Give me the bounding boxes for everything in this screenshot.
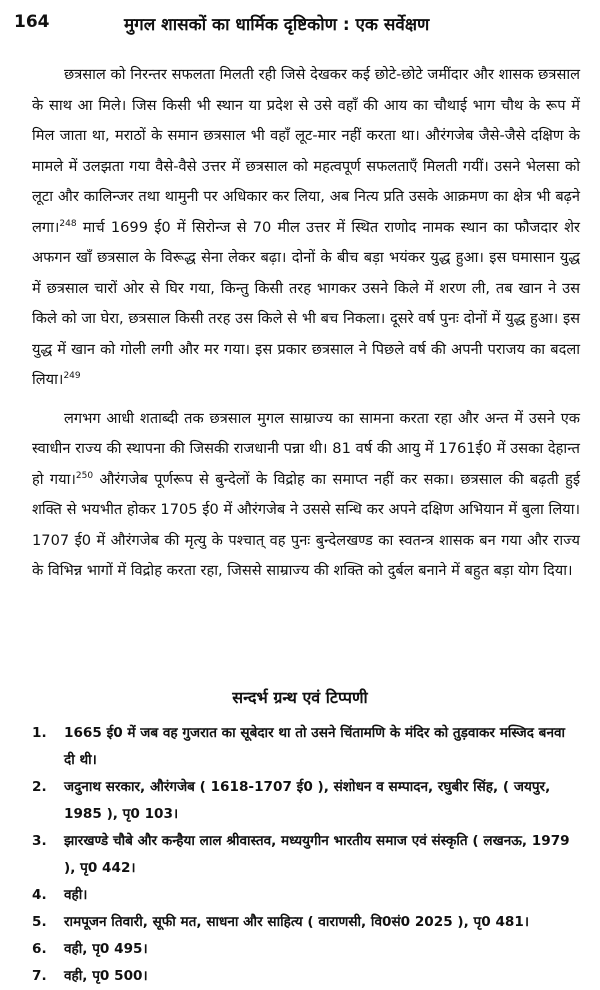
reference-number: 4.	[32, 887, 47, 903]
paragraph-text: लगभग आधी शताब्दी तक छत्रसाल मुगल साम्राज्य का सामना करता रहा और अन्त में उसने एक स्वाधीन राज्य की स्थापना की जिसकी राजधानी पन्ना थी। 81 वर्ष की आयु में 1761ई0 में उसका देहान्त हो गया।	[32, 409, 580, 488]
reference-item	[32, 720, 572, 774]
footnote-marker: 249	[63, 371, 81, 382]
paragraph	[32, 404, 580, 587]
reference-text: 1665 ई0 में जब वह गुजरात का सूबेदार था तो उसने चिंतामणि के मंदिर को तुड़वाकर मस्जिद बनवा दी थी।	[64, 725, 566, 768]
reference-text: रामपूजन तिवारी, सूफी मत, साधना और साहित्य ( वाराणसी, वि0सं0 2025 ), पृ0 481।	[64, 914, 529, 930]
reference-number: 3.	[32, 833, 47, 849]
reference-number: 7.	[32, 968, 47, 984]
reference-text: वही।	[64, 887, 88, 903]
references-heading: सन्दर्भ ग्रन्थ एवं टिप्पणी	[232, 688, 368, 707]
reference-item	[32, 963, 572, 990]
reference-item	[32, 774, 572, 828]
paragraph-text: औरंगजेब पूर्णरूप से बुन्देलों के विद्रोह का समाप्त नहीं कर सका। छत्रसाल की बढ़ती हुई शक्ति से भयभीत होकर 1705 ई0 में औरंगजेब ने उससे सन्धि कर अपने दक्षिण अभियान में बुला लिया। 1707 ई0 में औरंगजेब की मृत्यु के पश्चात् वह पुनः बुन्देलखण्ड का स्वतन्त्र शासक बन गया और राज्य के विभिन्न भागों में विद्रोह करता रहा, जिससे साम्राज्य की शक्ति को दुर्बल बनाने में बहुत बड़ा योग दिया।	[32, 470, 580, 579]
reference-text: झारखण्डे चौबे और कन्हैया लाल श्रीवास्तव, मध्ययुगीन भारतीय समाज एवं संस्कृति ( लखनऊ, 1979 ), पृ0 442।	[64, 833, 570, 876]
paragraph	[32, 60, 580, 396]
reference-number: 5.	[32, 914, 47, 930]
body-text	[32, 60, 580, 587]
page-number: 164	[14, 12, 50, 32]
reference-text: वही, पृ0 495।	[64, 941, 148, 957]
footnote-marker: 250	[75, 470, 94, 481]
running-title: मुगल शासकों का धार्मिक दृष्टिकोण : एक सर्वेक्षण	[124, 15, 430, 35]
reference-item	[32, 882, 572, 909]
reference-item	[32, 828, 572, 882]
reference-text: जदुनाथ सरकार, औरंगजेब ( 1618-1707 ई0 ), संशोधन व सम्पादन, रघुबीर सिंह, ( जयपुर, 1985 ), पृ0 103।	[64, 779, 551, 822]
reference-number: 1.	[32, 725, 47, 741]
paragraph-text: छत्रसाल को निरन्तर सफलता मिलती रही जिसे देखकर कई छोटे-छोटे जमींदार और शासक छत्रसाल के साथ आ मिले। जिस किसी भी स्थान या प्रदेश से उसे वहाँ की आय का चौथाई भाग चौथ के रूप में मिल जाता था, मराठों के समान छत्रसाल भी वहाँ लूट-मार नहीं करता था। औरंगजेब जैसे-जैसे दक्षिण के मामले में उलझता गया वैसे-वैसे उत्तर में छत्रसाल को महत्वपूर्ण सफलताएँ मिलती गयीं। उसने भेलसा को लूटा और कालिन्जर तथा थामुनी पर अधिकार कर लिया, अब नित्य प्रति उसके आक्रमण का क्षेत्र भी बढ़ने लगा।	[32, 66, 580, 236]
paragraph-text: मार्च 1699 ई0 में सिरोन्ज से 70 मील उत्तर में स्थित राणोद नामक स्थान का फौजदार शेर अफगन खाँ छत्रसाल के विरूद्ध सेना लेकर बढ़ा। दोनों के बीच बड़ा भयंकर युद्ध हुआ। इस घमासान युद्ध में छत्रसाल चारों ओर से घिर गया, किन्तु किसी तरह भागकर उसने किले में शरण ली, तब खान ने उस किले को जा घेरा, छत्रसाल किसी तरह उस किले से भी बच निकला। दूसरे वर्ष पुनः दोनों में युद्ध हुआ। इस युद्ध में खान को गोली लगी और मर गया। इस प्रकार छत्रसाल ने पिछले वर्ष की अपनी पराजय का बदला लिया।	[32, 218, 581, 388]
reference-number: 6.	[32, 941, 47, 957]
reference-item	[32, 936, 572, 963]
page-header	[14, 12, 586, 42]
reference-text: वही, पृ0 500।	[64, 968, 148, 984]
reference-number: 2.	[32, 779, 47, 795]
reference-item	[32, 909, 572, 936]
footnote-marker: 248	[59, 218, 77, 229]
references-list	[32, 720, 572, 990]
